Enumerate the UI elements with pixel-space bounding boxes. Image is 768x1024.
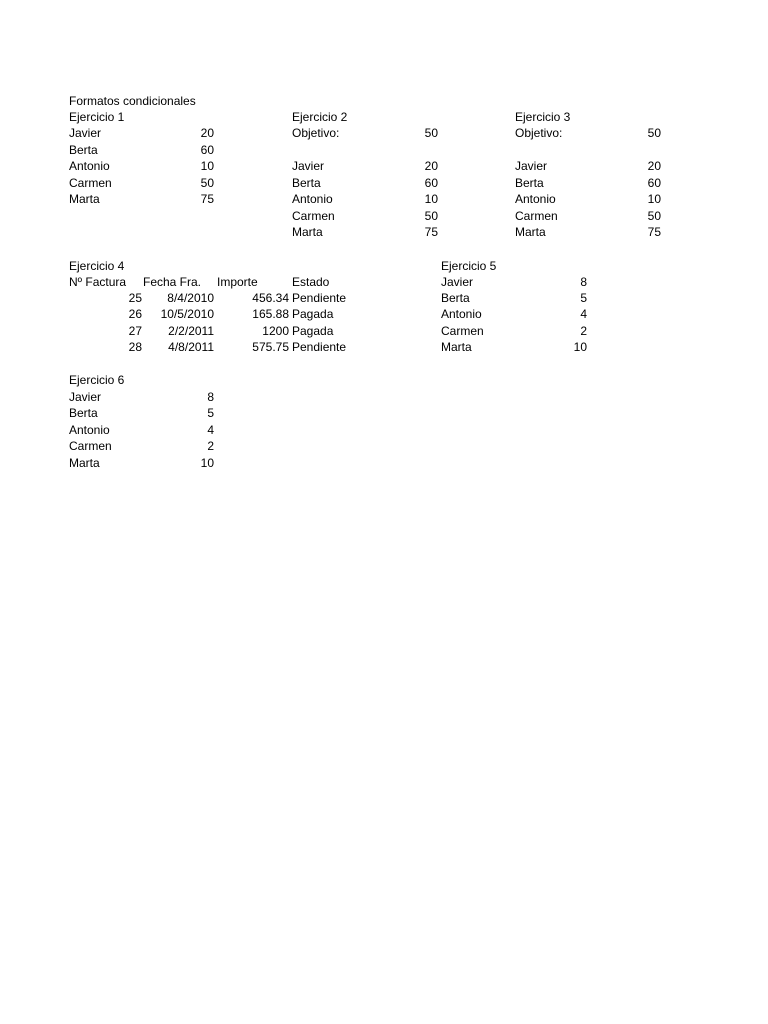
ej2-value: 60	[424, 176, 438, 190]
ej3-objective-value: 50	[647, 126, 661, 140]
ejercicio-4-heading: Ejercicio 4	[69, 259, 125, 273]
ej5-value: 8	[580, 275, 587, 289]
ej2-name: Carmen	[292, 209, 335, 223]
ejercicio-3-heading: Ejercicio 3	[515, 110, 571, 124]
ej5-name: Antonio	[441, 307, 482, 321]
ej3-value: 10	[647, 192, 661, 206]
sheet-title: Formatos condicionales	[69, 94, 196, 108]
ej5-name: Carmen	[441, 324, 484, 338]
ej6-value: 8	[207, 390, 214, 404]
ej5-name: Berta	[441, 291, 470, 305]
ej2-objective-value: 50	[424, 126, 438, 140]
ej1-value: 50	[200, 176, 214, 190]
ej6-name: Antonio	[69, 423, 110, 437]
ej2-name: Antonio	[292, 192, 333, 206]
ej1-name: Carmen	[69, 176, 112, 190]
invoice-date: 2/2/2011	[168, 324, 214, 338]
ej1-name: Berta	[69, 143, 98, 157]
col-header-factura: Nº Factura	[69, 275, 127, 289]
ej5-name: Javier	[441, 275, 474, 289]
invoice-amount: 1200	[262, 324, 289, 338]
col-header-importe: Importe	[217, 275, 258, 289]
invoice-date: 4/8/2011	[168, 340, 214, 354]
ej2-objective-label: Objetivo:	[292, 126, 340, 140]
ej3-name: Carmen	[515, 209, 558, 223]
ej6-value: 5	[207, 406, 214, 420]
ej2-value: 10	[424, 192, 438, 206]
ejercicio-5-heading: Ejercicio 5	[441, 259, 497, 273]
invoice-amount: 165.88	[252, 307, 289, 321]
ej3-value: 60	[647, 176, 661, 190]
ej6-value: 2	[207, 439, 214, 453]
ej3-value: 75	[647, 225, 661, 239]
invoice-number: 27	[128, 324, 142, 338]
ej6-value: 10	[200, 456, 214, 470]
ej3-name: Marta	[515, 225, 546, 239]
invoice-amount: 456.34	[252, 291, 289, 305]
ej5-value: 2	[580, 324, 587, 338]
ej6-name: Berta	[69, 406, 98, 420]
ej6-value: 4	[207, 423, 214, 437]
ej1-value: 60	[200, 143, 214, 157]
invoice-date: 8/4/2010	[167, 291, 214, 305]
ej5-value: 5	[580, 291, 587, 305]
invoice-status: Pendiente	[292, 291, 347, 305]
ej2-name: Javier	[292, 159, 325, 173]
ejercicio-1-heading: Ejercicio 1	[69, 110, 125, 124]
ejercicio-2-heading: Ejercicio 2	[292, 110, 348, 124]
ej6-name: Javier	[69, 390, 102, 404]
ej3-name: Javier	[515, 159, 548, 173]
invoice-date: 10/5/2010	[160, 307, 214, 321]
invoice-number: 25	[128, 291, 142, 305]
ejercicio-6-heading: Ejercicio 6	[69, 373, 125, 387]
ej3-value: 20	[647, 159, 661, 173]
col-header-fecha: Fecha Fra.	[143, 275, 202, 289]
ej2-name: Marta	[292, 225, 323, 239]
ej5-value: 10	[573, 340, 587, 354]
invoice-status: Pagada	[292, 307, 334, 321]
ej2-value: 75	[424, 225, 438, 239]
col-header-estado: Estado	[292, 275, 330, 289]
invoice-number: 28	[128, 340, 142, 354]
invoice-status: Pagada	[292, 324, 334, 338]
ej2-name: Berta	[292, 176, 321, 190]
invoice-amount: 575.75	[252, 340, 289, 354]
ej1-name: Javier	[69, 126, 102, 140]
ej1-name: Antonio	[69, 159, 110, 173]
ej6-name: Marta	[69, 456, 100, 470]
ej5-name: Marta	[441, 340, 472, 354]
ej3-name: Berta	[515, 176, 544, 190]
ej1-name: Marta	[69, 192, 100, 206]
ej3-name: Antonio	[515, 192, 556, 206]
ej1-value: 20	[200, 126, 214, 140]
invoice-number: 26	[128, 307, 142, 321]
ej2-value: 50	[424, 209, 438, 223]
ej1-value: 10	[200, 159, 214, 173]
ej5-value: 4	[580, 307, 587, 321]
ej3-objective-label: Objetivo:	[515, 126, 563, 140]
ej6-name: Carmen	[69, 439, 112, 453]
ej3-value: 50	[647, 209, 661, 223]
ej1-value: 75	[200, 192, 214, 206]
invoice-status: Pendiente	[292, 340, 347, 354]
ej2-value: 20	[424, 159, 438, 173]
